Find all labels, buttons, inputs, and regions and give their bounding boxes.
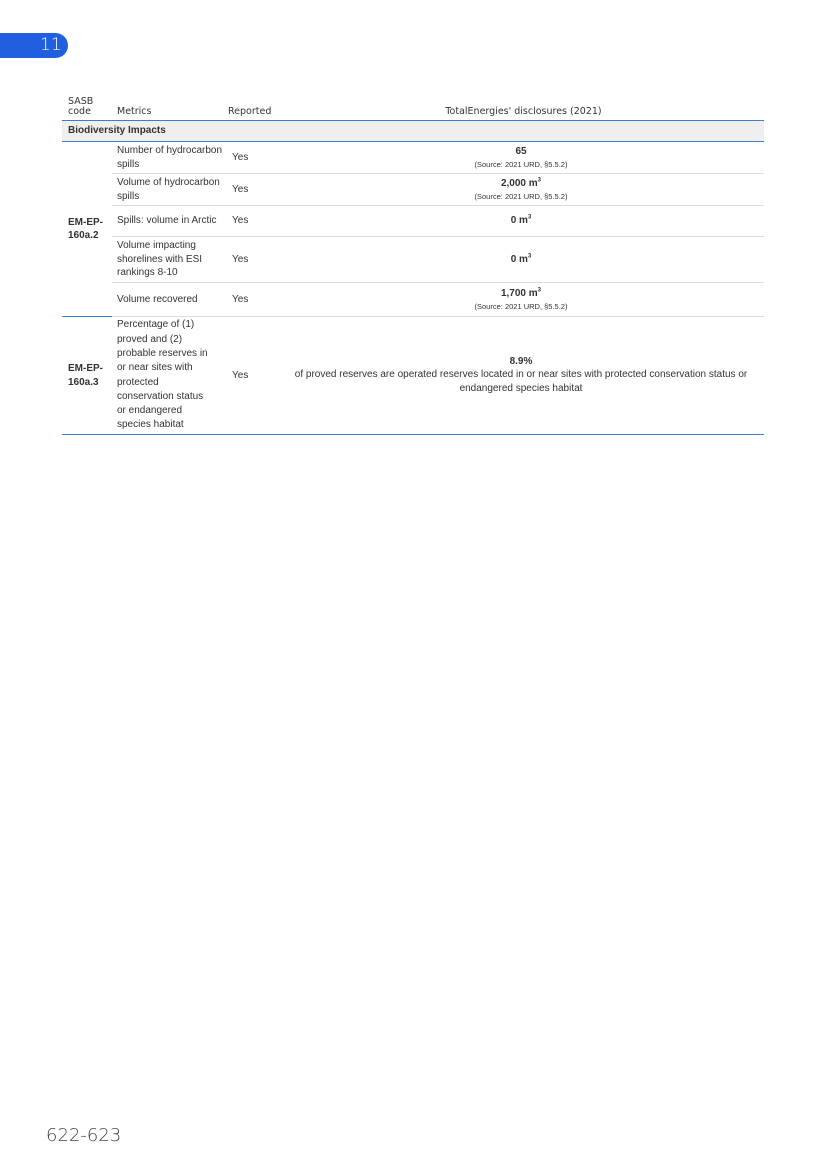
disclosure-source: (Source: 2021 URD, §5.5.2) bbox=[474, 191, 568, 201]
sasb-table bbox=[62, 97, 764, 435]
disclosure-cell bbox=[278, 317, 764, 435]
table-row bbox=[62, 206, 764, 237]
reported-cell: Yes bbox=[223, 237, 278, 283]
sasb-code-cell: EM-EP-160a.2 bbox=[62, 142, 112, 317]
page-tab: 11 bbox=[0, 33, 68, 58]
table-row bbox=[62, 174, 764, 206]
disclosure-value: 0 $m^3$ bbox=[510, 253, 532, 265]
reported-cell: Yes bbox=[223, 174, 278, 206]
metric-cell: Volume of hydrocarbon spills bbox=[112, 174, 223, 206]
disclosure-value: 0 $m^3$ bbox=[510, 214, 532, 227]
table-header-row bbox=[62, 97, 764, 121]
disclosure-value: 1,700 $m^3$ bbox=[500, 287, 542, 300]
section-row bbox=[62, 121, 764, 142]
header-disclosures: TotalEnergies' disclosures (2021) bbox=[278, 97, 764, 121]
metric-cell: Number of hydrocarbon spills bbox=[112, 142, 223, 174]
sasb-code-cell: EM-EP-160a.3 bbox=[62, 317, 112, 435]
reported-cell: Yes bbox=[223, 142, 278, 174]
disclosure-source: (Source: 2021 URD, §5.5.2) bbox=[474, 301, 568, 311]
header-reported: Reported bbox=[223, 97, 278, 121]
reported-cell: Yes bbox=[223, 317, 278, 435]
disclosure-value: 65 bbox=[515, 146, 527, 158]
metric-cell: Percentage of (1) proved and (2) probable reserves in or near sites with protected conservation status or endangered species habitat bbox=[112, 317, 223, 435]
disclosure-cell bbox=[278, 174, 764, 206]
reported-cell: Yes bbox=[223, 206, 278, 237]
header-metrics: Metrics bbox=[112, 97, 223, 121]
reported-cell: Yes bbox=[223, 283, 278, 317]
disclosure-cell bbox=[278, 206, 764, 237]
metric-cell: Spills: volume in Arctic bbox=[112, 206, 223, 237]
table-row bbox=[62, 237, 764, 283]
table-row bbox=[62, 142, 764, 174]
section-title: Biodiversity Impacts bbox=[62, 121, 764, 142]
disclosure-value: 8.9% bbox=[509, 355, 533, 367]
metric-cell: Volume impacting shorelines with ESI rankings 8-10 bbox=[112, 237, 223, 283]
metric-cell: Volume recovered bbox=[112, 283, 223, 317]
header-sasb-code: SASB code bbox=[62, 97, 112, 121]
disclosure-cell bbox=[278, 142, 764, 174]
disclosure-value: 2,000 $m^3$ bbox=[500, 177, 542, 190]
disclosure-cell bbox=[278, 237, 764, 283]
disclosure-source: (Source: 2021 URD, §5.5.2) bbox=[474, 159, 568, 169]
table-row bbox=[62, 283, 764, 317]
table-row bbox=[62, 317, 764, 435]
disclosure-description: of proved reserves are operated reserves located in or near sites with protected conservation status or endangered species habitat bbox=[294, 369, 748, 395]
page-number: 622-623 bbox=[46, 1125, 122, 1146]
disclosure-cell bbox=[278, 283, 764, 317]
